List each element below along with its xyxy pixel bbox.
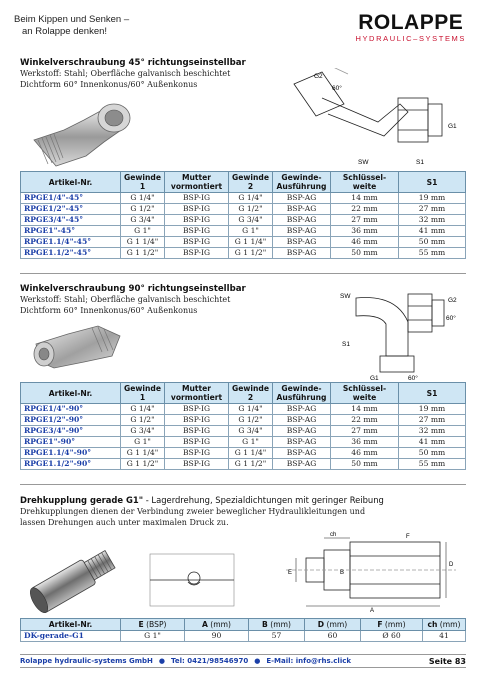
col-schluesselweite: Schlüssel- weite [331,383,399,404]
col-schluesselweite: Schlüssel- weite [331,172,399,193]
drawing-label-angle-bottom: 60° [408,375,418,382]
table-row: RPGE1.1/2"-90° G 1 1/2" BSP-IG G 1 1/2" BSP-AG 50 mm 55 mm [21,459,466,470]
table-row: RPGE1.1/4"-90° G 1 1/4" BSP-IG G 1 1/4" BSP-AG 46 mm 50 mm [21,448,466,459]
fitting-90-photo [28,322,128,372]
col-artikel: Artikel-Nr. [21,619,121,631]
fitting-45-drawing [288,68,464,172]
slogan-line-2: an Rolappe denken! [22,26,108,37]
drawing-label-angle-top: 60° [446,315,456,322]
divider [20,273,466,274]
section-90-seal: Dichtform 60° Innenkonus/60° Außenkonus [20,306,198,315]
drehkupplung-desc-2: lassen Drehungen auch unter maximalen Druck zu. [20,518,229,527]
table-row: RPGE3/4"-45° G 3/4" BSP-IG G 3/4" BSP-AG 27 mm 32 mm [21,215,466,226]
slogan [14,14,129,38]
drawing-label-sw: SW [358,159,369,166]
col-gewinde-2: Gewinde 2 [229,383,273,404]
table-header-row [21,172,466,193]
col-ausfuehrung: Gewinde- Ausführung [273,383,331,404]
drehkupplung-section-drawing [148,552,236,608]
drawing-label-ch: ch [330,532,337,538]
col-e: E (BSP) [121,619,185,631]
section-45-seal: Dichtform 60° Innenkonus/60° Außenkonus [20,80,198,89]
brand-subtitle: HYDRAULIC–SYSTEMS [355,34,466,43]
drawing-label-a: A [370,608,375,614]
drehkupplung-photo [22,536,132,614]
col-gewinde-2: Gewinde 2 [229,172,273,193]
drawing-label-g2: G2 [314,73,323,80]
table-row: RPGE1"-90° G 1" BSP-IG G 1" BSP-AG 36 mm 41 mm [21,437,466,448]
footer [20,654,466,668]
col-s1: S1 [399,383,466,404]
col-d: D (mm) [305,619,361,631]
table-row: RPGE1/4"-45° G 1/4" BSP-IG G 1/4" BSP-AG 14 mm 19 mm [21,193,466,204]
col-artikel: Artikel-Nr. [21,383,121,404]
table-row: RPGE1.1/2"-45° G 1 1/2" BSP-IG G 1 1/2" BSP-AG 50 mm 55 mm [21,248,466,259]
drawing-label-e: E [288,570,293,576]
slogan-line-1: Beim Kippen und Senken – [14,14,130,25]
drawing-label-s1: S1 [416,159,424,166]
col-mutter: Mutter vormontiert [165,383,229,404]
col-mutter: Mutter vormontiert [165,172,229,193]
drehkupplung-desc-1: Drehkupplungen dienen der Verbindung zweier beweglicher Hydraulikleitungen und [20,507,366,516]
col-b: B (mm) [249,619,305,631]
table-row: RPGE1/2"-45° G 1/2" BSP-IG G 1/2" BSP-AG 22 mm 27 mm [21,204,466,215]
col-gewinde-1: Gewinde 1 [121,383,165,404]
footer-phone: Tel: 0421/98546970 [171,657,249,665]
section-90-title: Winkelverschraubung 90° richtungseinstellbar [20,284,246,294]
table-header-row [21,383,466,404]
drawing-label-f: F [406,534,410,540]
footer-company: Rolappe hydraulic-systems GmbH [20,657,153,665]
drawing-label-angle: 60° [332,85,342,92]
table-row: RPGE1.1/4"-45° G 1 1/4" BSP-IG G 1 1/4" BSP-AG 46 mm 50 mm [21,237,466,248]
table-header-row [21,619,466,631]
divider [20,484,466,485]
brand-logo [355,12,466,44]
bullet-icon: ● [254,657,261,665]
drawing-label-g2: G2 [448,297,457,304]
fitting-90-drawing [336,284,466,382]
drawing-label-s1: S1 [342,341,350,348]
drawing-label-sw: SW [340,293,351,300]
table-drehkupplung [20,618,466,642]
section-45-title: Winkelverschraubung 45° richtungseinstellbar [20,58,246,68]
drawing-label-g1: G1 [448,123,457,130]
brand-name: ROLAPPE [358,11,464,34]
drehkupplung-text [20,495,466,528]
page-number: Seite 83 [428,656,466,666]
drehkupplung-title: Drehkupplung gerade G1" - Lagerdrehung, Spezialdichtungen mit geringer Reibung [20,495,384,505]
section-45-material: Werkstoff: Stahl; Oberfläche galvanisch beschichtet [20,69,231,78]
bullet-icon: ● [158,657,166,665]
drehkupplung-dim-drawing [266,528,462,614]
table-row: RPGE3/4"-90° G 3/4" BSP-IG G 3/4" BSP-AG 27 mm 32 mm [21,426,466,437]
section-90-material: Werkstoff: Stahl; Oberfläche galvanisch beschichtet [20,295,231,304]
table-90 [20,382,466,470]
col-f: F (mm) [361,619,423,631]
table-row: RPGE1"-45° G 1" BSP-IG G 1" BSP-AG 36 mm 41 mm [21,226,466,237]
drawing-label-g1: G1 [370,375,379,382]
table-45 [20,171,466,259]
table-row: DK-gerade-G1 G 1" 90 57 60 Ø 60 41 [21,631,466,642]
col-s1: S1 [399,172,466,193]
col-ausfuehrung: Gewinde- Ausführung [273,172,331,193]
col-artikel: Artikel-Nr. [21,172,121,193]
col-ch: ch (mm) [423,619,466,631]
table-row: RPGE1/2"-90° G 1/2" BSP-IG G 1/2" BSP-AG 22 mm 27 mm [21,415,466,426]
table-row: RPGE1/4"-90° G 1/4" BSP-IG G 1/4" BSP-AG 14 mm 19 mm [21,404,466,415]
drawing-label-d: D [449,562,454,568]
fitting-45-photo [26,100,136,170]
footer-email[interactable]: E-Mail: info@rhs.click [266,657,352,665]
drawing-label-b: B [340,570,345,576]
col-gewinde-1: Gewinde 1 [121,172,165,193]
col-a: A (mm) [185,619,249,631]
